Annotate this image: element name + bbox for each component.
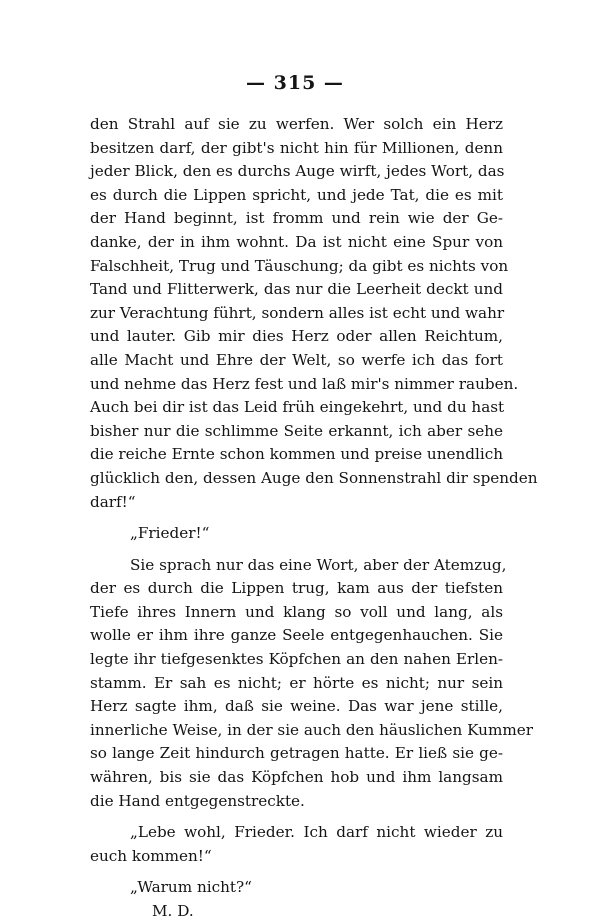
author-signature: M. D. [152,902,194,920]
text-line: Falschheit, Trug und Täuschung; da gibt es nichts von [90,256,509,275]
text-line: „Lebe wohl, Frieder. Ich darf nicht wieder zu [130,823,503,842]
text-line: wolle er ihm ihre ganze Seele entgegenhauchen. Sie [90,626,503,645]
text-line: Auch bei dir ist das Leid früh eingekehrt, und du hast [90,398,505,417]
text-line: „Warum nicht?“ [130,878,252,897]
text-line: es durch die Lippen spricht, und jede Tat, die es mit [90,185,503,204]
paragraph [90,821,503,868]
text-line: so lange Zeit hindurch getragen hatte. Er ließ sie ge- [90,744,503,763]
text-line: zur Verachtung führt, sondern alles ist echt und wahr [90,303,505,322]
paragraph [90,876,503,900]
text-line: Tand und Flitterwerk, das nur die Leerheit deckt und [90,280,503,299]
text-line: bisher nur die schlimme Seite erkannt, ich aber sehe [90,421,503,440]
paragraph [90,554,533,814]
page-number: — 315 — [246,72,344,94]
text-line: die reiche Ernte schon kommen und preise unendlich [90,445,503,464]
text-line: den Strahl auf sie zu werfen. Wer solch ein Herz [90,115,503,133]
text-line: Herz sagte ihm, daß sie weine. Das war jene stille, [90,697,503,716]
text-line: Tiefe ihres Innern und klang so voll und lang, als [90,602,503,621]
text-line: alle Macht und Ehre der Welt, so werfe ich das fort [90,350,503,369]
text-line: und lauter. Gib mir dies Herz oder allen Reichtum, [90,327,503,346]
paragraph [90,113,538,514]
text-line: der Hand beginnt, ist fromm und rein wie der Ge- [90,209,503,228]
text-line: stamm. Er sah es nicht; er hörte es nicht; nur sein [90,673,503,692]
paragraph [90,522,503,546]
text-line: der es durch die Lippen trug, kam aus der tiefsten [90,579,503,598]
text-line: glücklich den, dessen Auge den Sonnenstrahl dir spenden [90,468,538,487]
text-line: innerliche Weise, in der sie auch den häuslichen Kummer [90,720,533,739]
text-line: Sie sprach nur das eine Wort, aber der Atemzug, [130,555,507,574]
text-line: „Frieder!“ [130,524,210,543]
text-line: besitzen darf, der gibt's nicht hin für Millionen, denn [90,138,503,157]
text-line: legte ihr tiefgesenktes Köpfchen an den nahen Erlen- [90,650,503,669]
body-text [90,113,538,924]
text-line: danke, der in ihm wohnt. Da ist nicht eine Spur von [90,232,503,251]
text-line: jeder Blick, den es durchs Auge wirft, jedes Wort, das [90,162,505,181]
text-line: währen, bis sie das Köpfchen hob und ihm langsam [90,768,503,787]
text-line: euch kommen!“ [90,846,212,865]
text-line: und nehme das Herz fest und laß mir's nimmer rauben. [90,374,519,393]
text-line: die Hand entgegenstreckte. [90,791,305,810]
text-line: darf!“ [90,492,136,511]
